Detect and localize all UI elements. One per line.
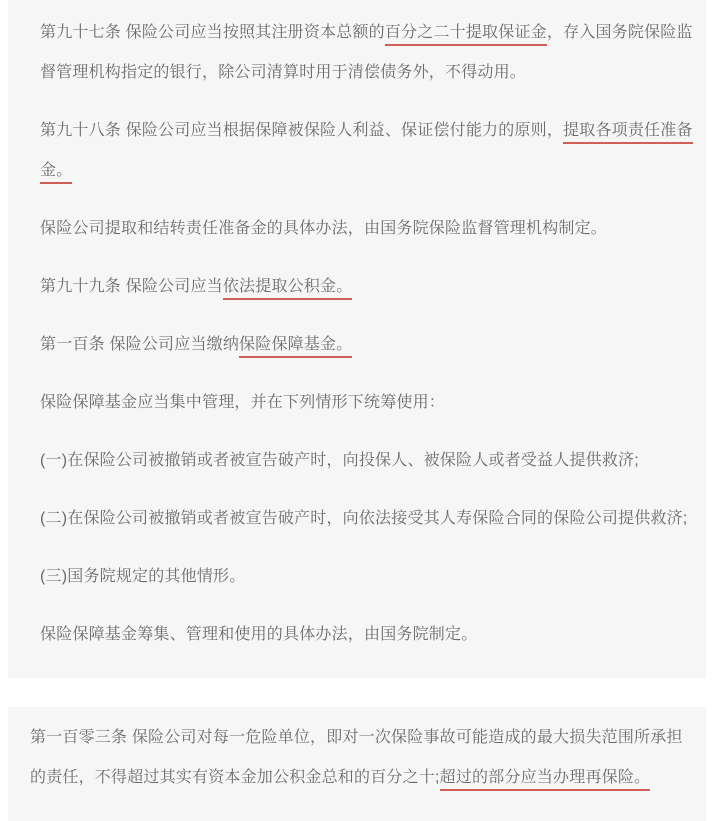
text-segment: (一)在保险公司被撤销或者被宣告破产时，向投保人、被保险人或者受益人提供救济; — [40, 452, 639, 469]
paragraph — [40, 200, 694, 258]
paragraph — [40, 374, 694, 432]
text-segment: 第九十八条 保险公司应当根据保障被保险人利益、保证偿付能力的原则， — [40, 122, 564, 139]
paragraph — [40, 548, 694, 606]
article-block-103 — [8, 707, 706, 821]
text-segment: 保险公司提取和结转责任准备金的具体办法，由国务院保险监督管理机构制定。 — [40, 220, 608, 237]
text-segment: 第九十九条 保险公司应当 — [40, 278, 223, 295]
text-segment: 第一百条 保险公司应当缴纳 — [40, 336, 240, 353]
paragraph — [40, 316, 694, 374]
paragraph — [40, 4, 694, 102]
paragraph — [40, 102, 694, 200]
underlined-text: 保险保障基金。 — [239, 336, 352, 358]
text-segment: (三)国务院规定的其他情形。 — [40, 568, 246, 585]
article-block-main — [8, 0, 706, 678]
paragraph — [40, 490, 694, 548]
text-segment: 保险保障基金筹集、管理和使用的具体办法，由国务院制定。 — [40, 626, 478, 643]
underlined-text: 超过的部分应当办理再保险。 — [440, 769, 651, 791]
paragraph — [40, 258, 694, 316]
text-segment: 保险保障基金应当集中管理，并在下列情形下统筹使用： — [40, 394, 446, 411]
paragraph — [40, 606, 694, 664]
paragraph — [30, 709, 694, 807]
paragraph — [40, 432, 694, 490]
text-segment: 第一百零三条 保险公司对每一危险单位，即对一次保险事故可能造成的最大损失范围所承担的责任，不得超过其实有资本金加公积金总和的百分之十; — [30, 729, 683, 786]
underlined-text: 依法提取公积金。 — [223, 278, 353, 300]
text-segment: 第九十七条 保险公司应当按照其注册资本总额的 — [40, 24, 385, 41]
underlined-text: 百分之二十提取保证金 — [385, 24, 547, 46]
text-segment: (二)在保险公司被撤销或者被宣告破产时，向依法接受其人寿保险合同的保险公司提供救济; — [40, 510, 688, 527]
text-segment: ，存入国务院保险监督管理机构指定的银行，除公司清算时用于清偿债务外，不得动用。 — [40, 24, 693, 81]
block-divider — [0, 678, 717, 707]
underlined-text: 提取各项责任准备金。 — [40, 122, 693, 184]
